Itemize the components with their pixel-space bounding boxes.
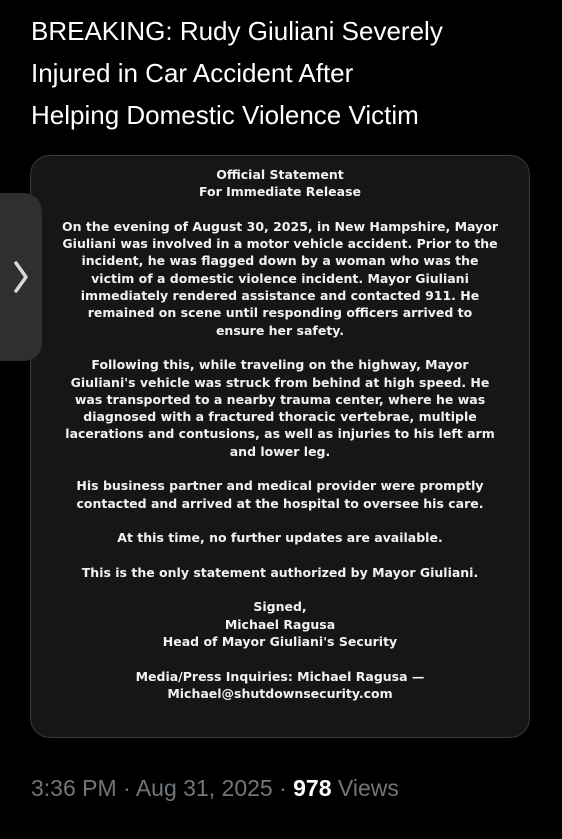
statement-line: immediately rendered assistance and contacted 911. He <box>80 288 480 304</box>
statement-paragraph <box>51 564 509 581</box>
statement-paragraph <box>51 218 509 339</box>
statement-paragraph <box>51 477 509 512</box>
views-label: Views <box>337 775 399 801</box>
views-count: 978 <box>293 775 332 801</box>
statement-paragraph <box>51 356 509 460</box>
statement-line: His business partner and medical provider were promptly <box>76 478 484 494</box>
statement-line: contacted and arrived at the hospital to oversee his care. <box>76 495 484 511</box>
statement-line: Official Statement <box>216 167 344 182</box>
statement-paragraph <box>51 668 509 703</box>
statement-line: was transported to a nearby trauma center, where he was <box>74 391 486 407</box>
statement-line: Signed, <box>253 599 307 615</box>
statement-text <box>51 166 509 720</box>
statement-line: Giuliani's vehicle was struck from behind at high speed. He <box>70 374 490 390</box>
statement-line: victim of a domestic violence incident. Mayor Giuliani <box>91 270 469 286</box>
statement-line: diagnosed with a fractured thoracic vertebrae, multiple <box>83 409 477 425</box>
statement-line: Michael Ragusa <box>224 616 336 632</box>
statement-line: and lower leg. <box>229 443 331 459</box>
statement-line: Media/Press Inquiries: Michael Ragusa — <box>135 668 425 684</box>
statement-paragraph <box>51 529 509 546</box>
statement-paragraph <box>51 598 509 650</box>
next-media-button[interactable] <box>0 193 42 361</box>
statement-line: lacerations and contusions, as well as injuries to his left arm <box>65 426 495 442</box>
headline-line: Injured in Car Accident After <box>31 58 354 88</box>
statement-paragraph <box>51 166 509 201</box>
post-meta <box>31 772 399 804</box>
statement-line: At this time, no further updates are available. <box>117 530 443 546</box>
headline-line: BREAKING: Rudy Giuliani Severely <box>31 16 443 46</box>
statement-line: ensure her safety. <box>215 322 345 338</box>
post-time[interactable]: 3:36 PM <box>31 775 117 801</box>
post-headline <box>31 10 551 136</box>
meta-separator: · <box>279 775 287 801</box>
statement-image[interactable] <box>30 155 530 738</box>
statement-line: Michael@shutdownsecurity.com <box>167 685 393 701</box>
meta-separator: · <box>123 775 131 801</box>
statement-line: Following this, while traveling on the highway, Mayor <box>91 357 469 373</box>
statement-line: Head of Mayor Giuliani's Security <box>162 634 398 650</box>
statement-line: For Immediate Release <box>198 184 361 200</box>
headline-line: Helping Domestic Violence Victim <box>31 100 419 130</box>
chevron-right-icon <box>12 259 30 295</box>
post-date[interactable]: Aug 31, 2025 <box>135 775 273 801</box>
statement-line: incident, he was flagged down by a woman who was the <box>81 253 479 269</box>
statement-line: remained on scene until responding officers arrived to <box>87 305 473 321</box>
statement-line: Giuliani was involved in a motor vehicle accident. Prior to the <box>62 236 498 252</box>
statement-line: This is the only statement authorized by Mayor Giuliani. <box>81 564 479 580</box>
statement-line: On the evening of August 30, 2025, in New Hampshire, Mayor <box>61 218 499 234</box>
